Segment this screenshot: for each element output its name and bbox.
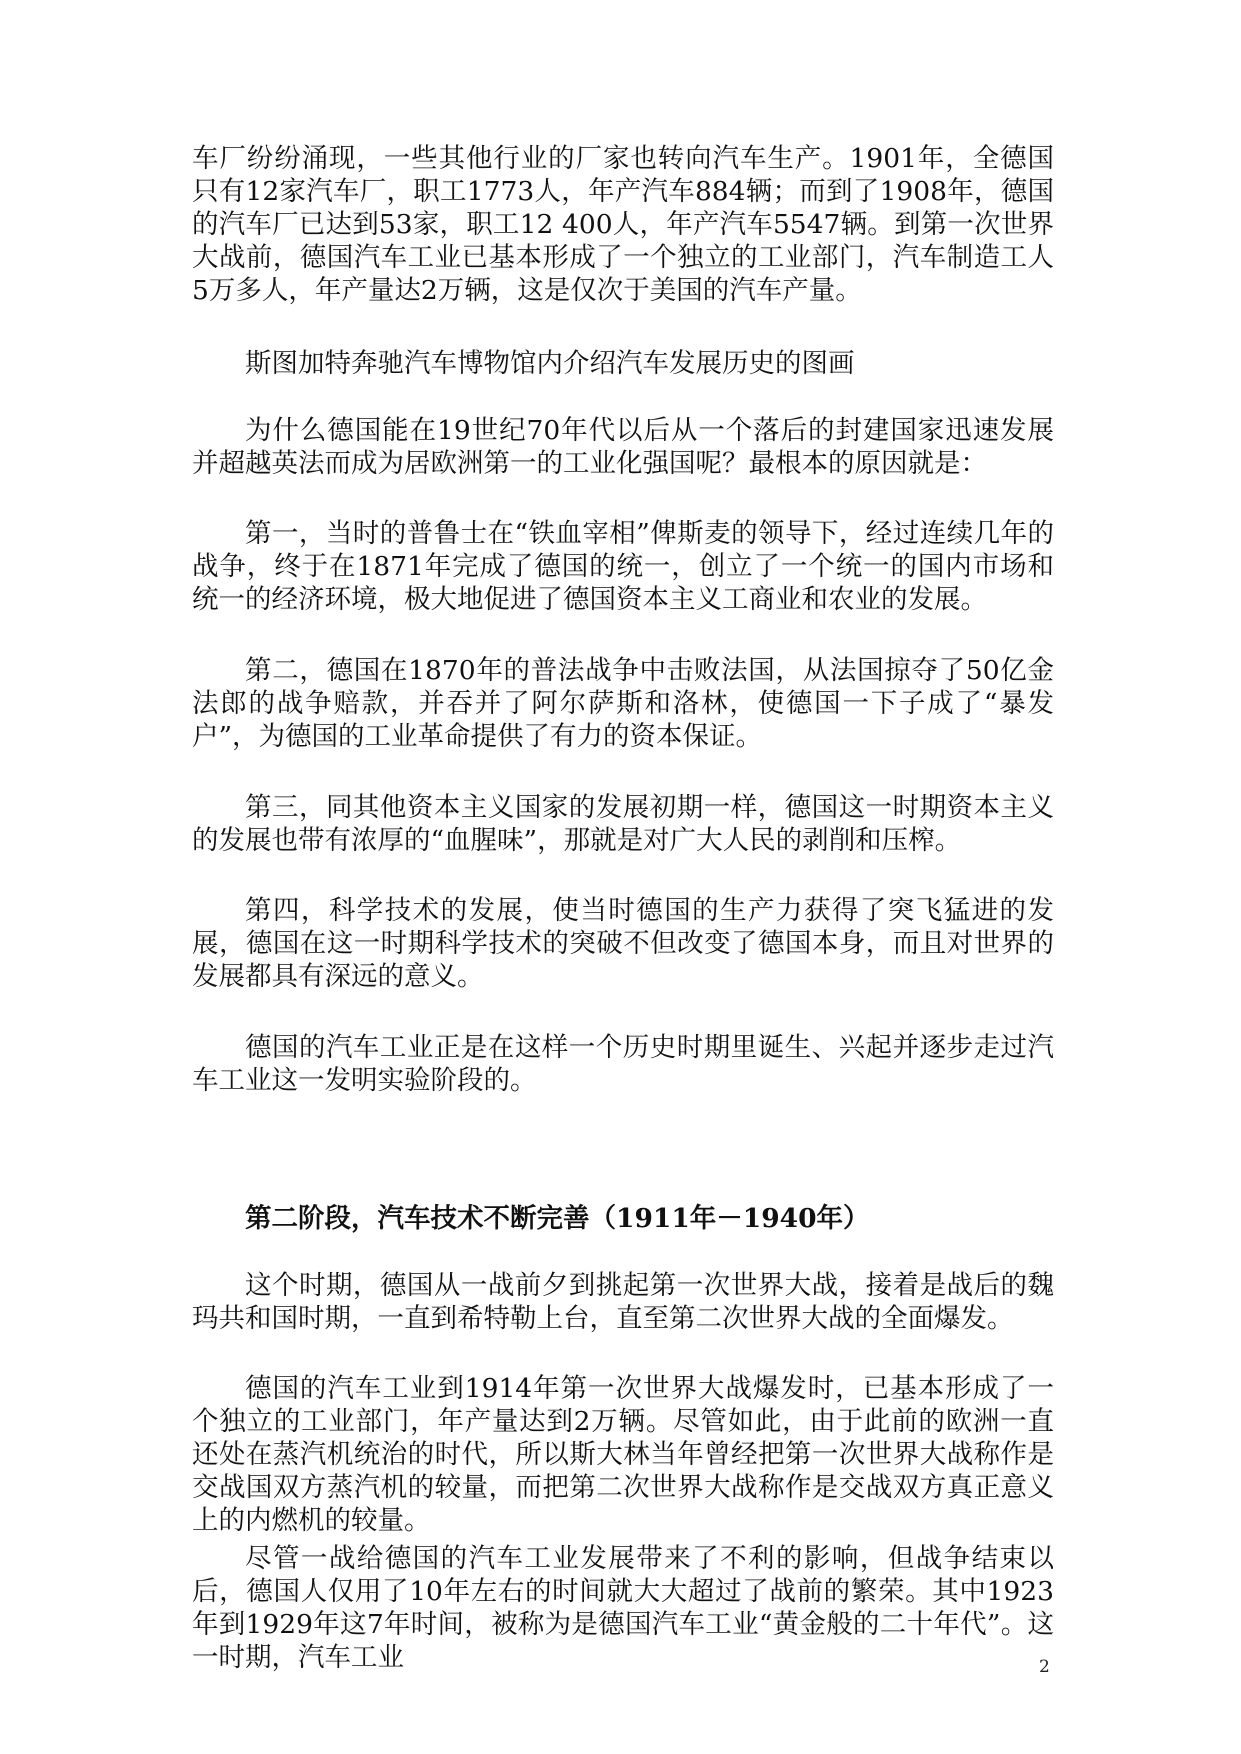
image-caption: 斯图加特奔驰汽车博物馆内介绍汽车发展历史的图画	[245, 348, 855, 379]
paragraph-question: 为什么德国能在19世纪70年代以后从一个落后的封建国家迅速发展并超越英法而成为居欧洲第一的工业化强国呢？最根本的原因就是：	[192, 415, 1054, 479]
page-number: 2	[1039, 1657, 1050, 1677]
section-paragraph: 德国的汽车工业到1914年第一次世界大战爆发时，已基本形成了一个独立的工业部门，年产量达到2万辆。尽管如此，由于此前的欧洲一直还处在蒸汽机统治的时代，所以斯大林当年曾经把第一次世界大战称作是交战国双方蒸汽机的较量，而把第二次世界大战称作是交战双方真正意义上的内燃机的较量。	[192, 1373, 1054, 1536]
paragraph-reason-two: 第二，德国在1870年的普法战争中击败法国，从法国掠夺了50亿金法郎的战争赔款，并吞并了阿尔萨斯和洛林，使德国一下子成了“暴发户”，为德国的工业革命提供了有力的资本保证。	[192, 655, 1054, 752]
paragraph-continuation: 车厂纷纷涌现，一些其他行业的厂家也转向汽车生产。1901年，全德国只有12家汽车厂，职工1773人，年产汽车884辆；而到了1908年，德国的汽车厂已达到53家，职工12 400人，年产汽车5547辆。到第一次世界大战前，德国汽车工业已基本形成了一个独立的工业部门，汽车制造工人5万多人，年产量达2万辆，这是仅次于美国的汽车产量。	[192, 143, 1054, 306]
paragraph-reason-four: 第四，科学技术的发展，使当时德国的生产力获得了突飞猛进的发展，德国在这一时期科学技术的突破不但改变了德国本身，而且对世界的发展都具有深远的意义。	[192, 895, 1054, 992]
paragraph-reason-one: 第一，当时的普鲁士在“铁血宰相”俾斯麦的领导下，经过连续几年的战争，终于在1871年完成了德国的统一，创立了一个统一的国内市场和统一的经济环境，极大地促进了德国资本主义工商业和农业的发展。	[192, 518, 1054, 615]
section-paragraph: 这个时期，德国从一战前夕到挑起第一次世界大战，接着是战后的魏玛共和国时期，一直到希特勒上台，直至第二次世界大战的全面爆发。	[192, 1270, 1054, 1334]
section-paragraph: 尽管一战给德国的汽车工业发展带来了不利的影响，但战争结束以后，德国人仅用了10年左右的时间就大大超过了战前的繁荣。其中1923年到1929年这7年时间，被称为是德国汽车工业“黄金般的二十年代”。这一时期，汽车工业	[192, 1543, 1054, 1673]
paragraph-conclusion: 德国的汽车工业正是在这样一个历史时期里诞生、兴起并逐步走过汽车工业这一发明实验阶段的。	[192, 1032, 1054, 1096]
section-heading: 第二阶段，汽车技术不断完善（1911年－1940年）	[245, 1203, 870, 1234]
paragraph-reason-three: 第三，同其他资本主义国家的发展初期一样，德国这一时期资本主义的发展也带有浓厚的“血腥味”，那就是对广大人民的剥削和压榨。	[192, 792, 1054, 856]
